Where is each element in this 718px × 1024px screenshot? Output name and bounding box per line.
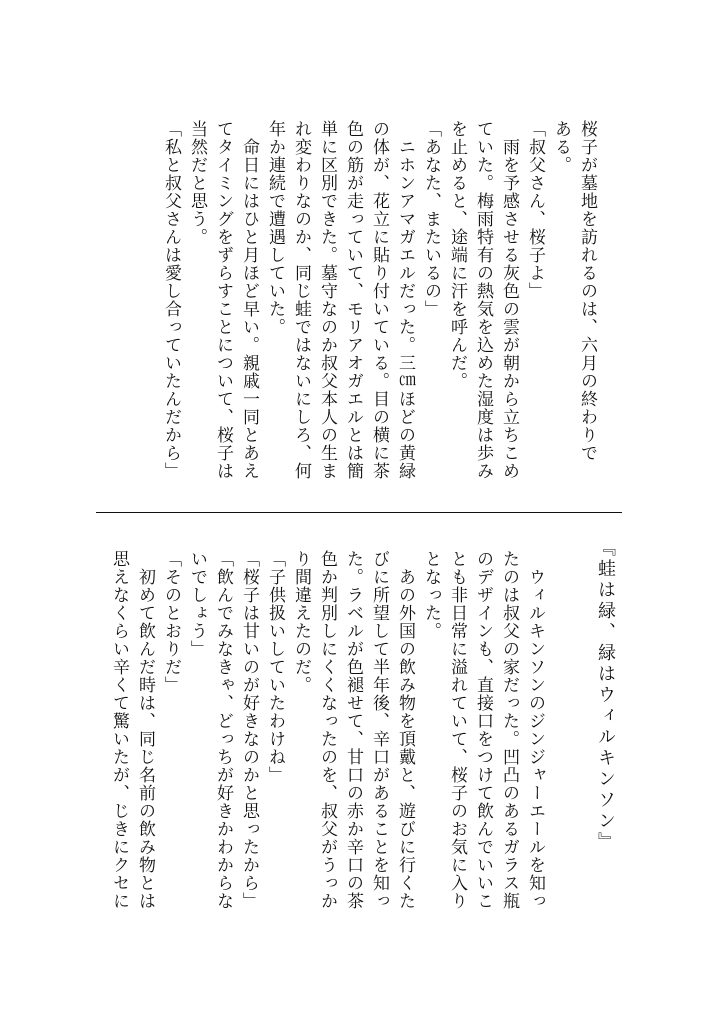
text-line: 桜子が墓地を訪れるのは、六月の終わりで <box>577 120 597 462</box>
text-line: となった。 <box>421 550 441 640</box>
text-line: あの外国の飲み物を頂戴と、遊びに行くた <box>395 550 415 910</box>
section-title: 『蛙は緑、緑はウィルキンソン』 <box>595 538 616 853</box>
text-line: 初めて飲んだ時は、同じ名前の飲み物とは <box>135 550 155 910</box>
text-line: びに所望して半年後、辛口があることを知っ <box>369 550 389 910</box>
text-line: ウィルキンソンのジンジャーエールを知っ <box>525 550 545 910</box>
text-line: 思えなくらい辛くて驚いたが、じきにクセに <box>109 550 129 910</box>
text-line: 色か判別しにくくなったのを、叔父がうっか <box>317 550 337 910</box>
text-line: 命日にはひと月ほど早い。親戚一同とあえ <box>239 120 259 480</box>
text-line: を止めると、途端に汗を呼んだ。 <box>447 120 467 390</box>
section-divider <box>96 512 622 513</box>
text-line: 「飲んでみなきゃ、どっちが好きかわからな <box>213 550 233 910</box>
text-line: 年か連続で遭遇していた。 <box>265 120 285 336</box>
text-line: たのは叔父の家だった。凹凸のあるガラス瓶 <box>499 550 519 910</box>
text-line: 「そのとおりだ」 <box>161 550 181 694</box>
text-line: の体が、花立に貼り付いている。目の横に茶 <box>369 120 389 480</box>
text-line: た。ラベルが色褪せて、甘口の赤か辛口の茶 <box>343 550 363 910</box>
text-line: 「子供扱いしていたわけね」 <box>265 550 285 784</box>
text-line: とも非日常に溢れていて、桜子のお気に入り <box>447 550 467 910</box>
top-text-block <box>0 0 718 510</box>
text-line: ニホンアマガエルだった。三㎝ほどの黄緑 <box>395 120 415 480</box>
text-line: 雨を予感させる灰色の雲が朝から立ちこめ <box>499 120 519 480</box>
text-line: れ変わりなのか、同じ蛙ではないにしろ、何 <box>291 120 311 480</box>
text-line: のデザインも、直接口をつけて飲んでいいこ <box>473 550 493 910</box>
text-line: 当然だと思う。 <box>187 120 207 246</box>
text-line: てタイミングをずらすことについて、桜子は <box>213 120 233 480</box>
text-line: 色の筋が走っていて、モリアオガエルとは簡 <box>343 120 363 480</box>
text-line: 「あなた、またいるの」 <box>421 120 441 318</box>
text-line: ていた。梅雨特有の熱気を込めた湿度は歩み <box>473 120 493 480</box>
text-line: 「私と叔父さんは愛し合っていたんだから」 <box>161 120 181 480</box>
text-line: いでしょう」 <box>187 550 207 658</box>
text-line: ある。 <box>551 120 571 174</box>
text-line: 「桜子は甘いのが好きなのかと思ったから」 <box>239 550 259 910</box>
text-line: 単に区別できた。墓守なのか叔父本人の生ま <box>317 120 337 480</box>
text-line: り間違えたのだ。 <box>291 550 311 694</box>
text-line: 「叔父さん、桜子よ」 <box>525 120 545 300</box>
